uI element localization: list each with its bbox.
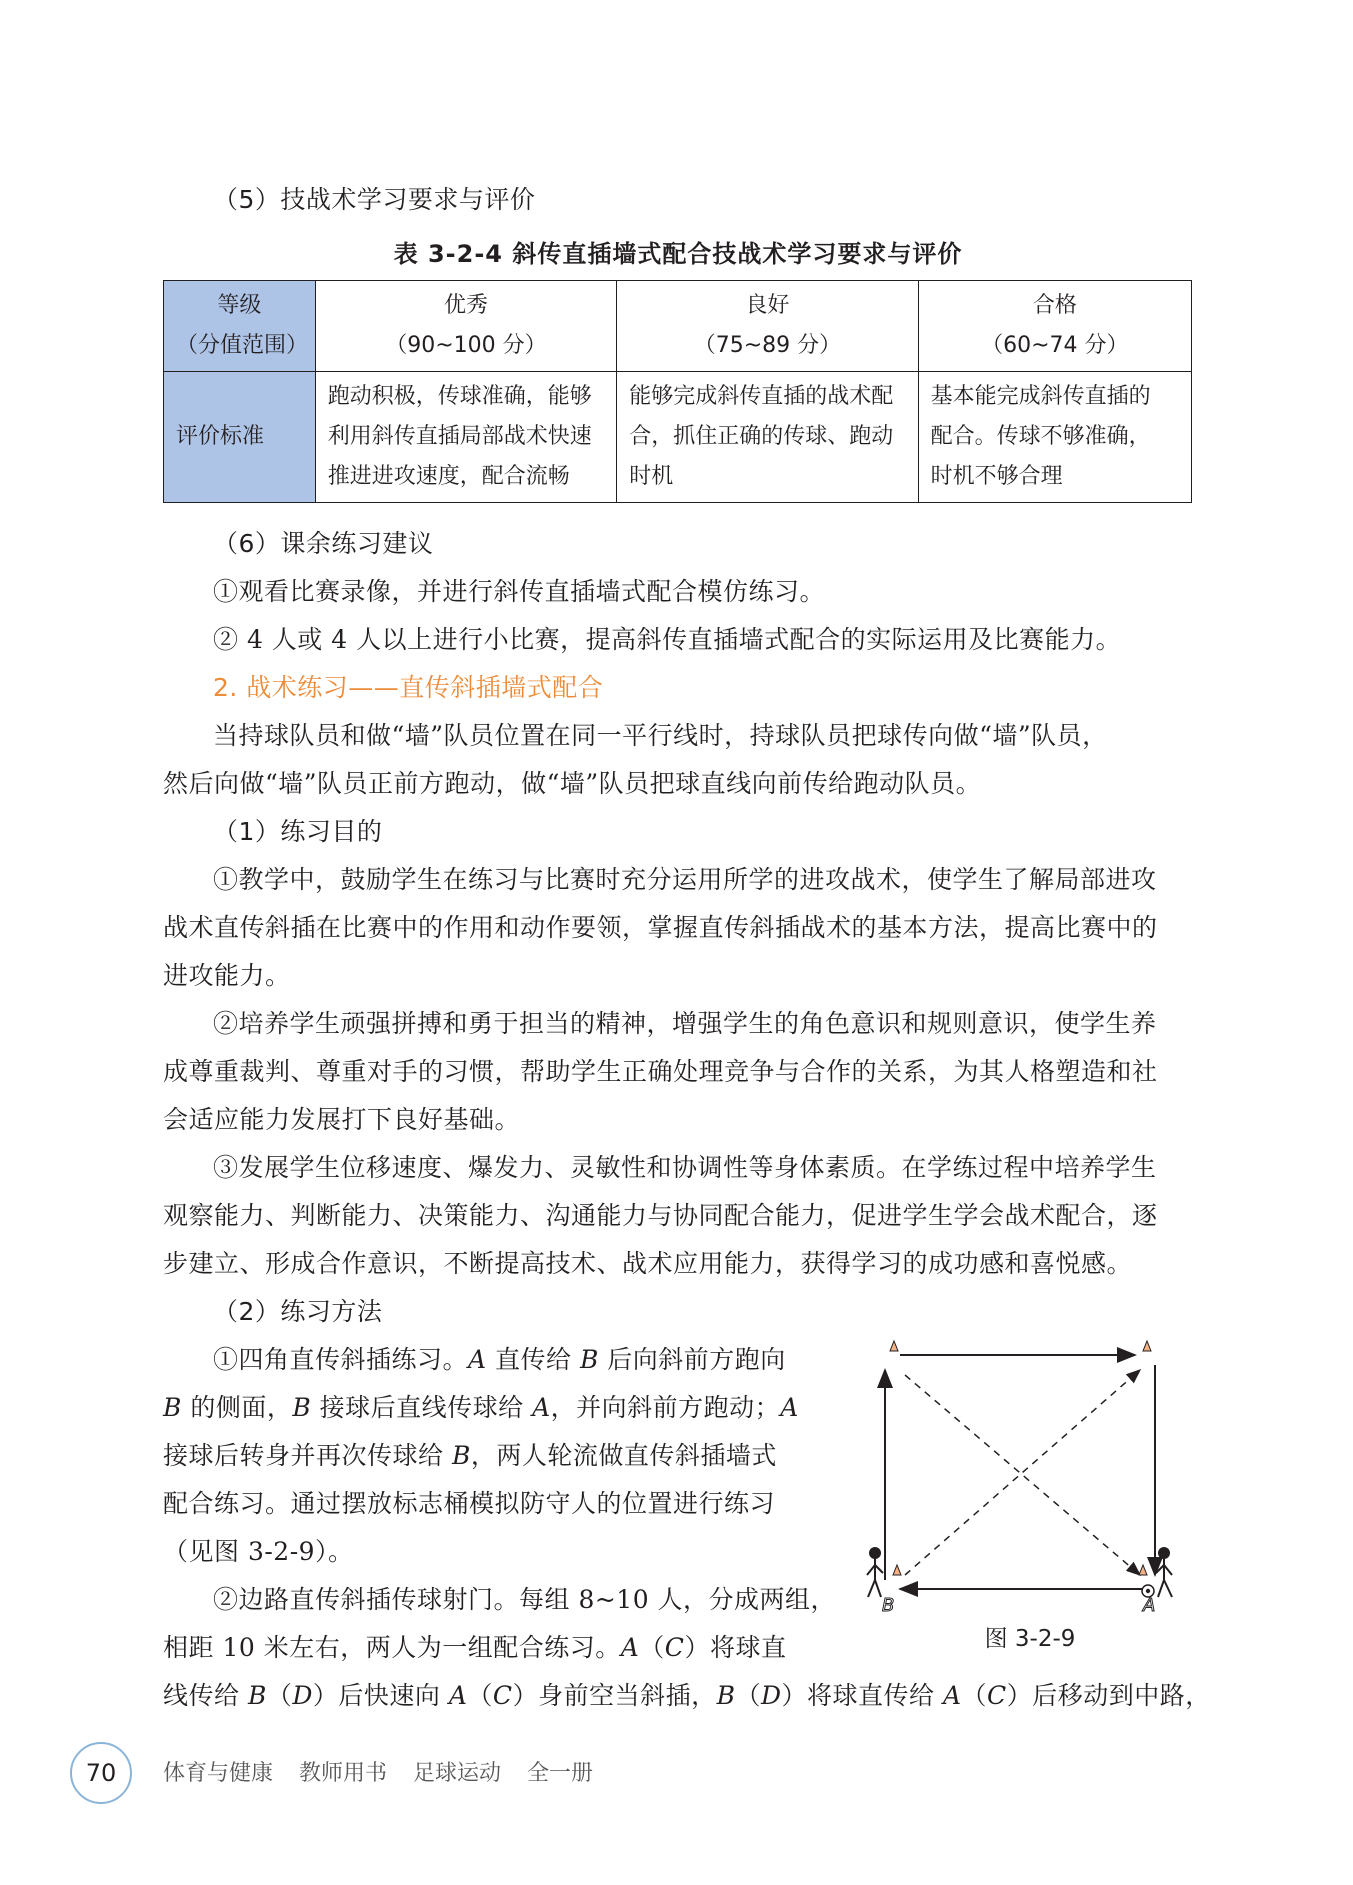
criteria-line: 跑动积极，传球准确，能够 (327, 384, 592, 409)
cone-icon (1139, 1565, 1147, 1575)
excellent-label: 优秀 (443, 293, 488, 318)
objective-2-line: ②培养学生顽强拼搏和勇于担当的精神，增强学生的角色意识和规则意识，使学生养 (213, 1009, 1157, 1038)
sub1-heading: （1）练习目的 (213, 817, 383, 846)
level-label: 等级 (217, 293, 262, 318)
excellent-criteria-cell (315, 372, 616, 503)
intro-line: 当持球队员和做“墙”队员位置在同一平行线时，持球队员把球传向做“墙”队员， (213, 721, 1108, 750)
method1-line: 配合练习。通过摆放标志桶模拟防守人的位置进行练习 (163, 1489, 776, 1518)
good-label: 良好 (745, 293, 790, 318)
figure-diagram (860, 1335, 1200, 1615)
criteria-label-cell: 评价标准 (164, 372, 316, 503)
excellent-range: （90~100 分） (385, 333, 547, 358)
method2-line: ②边路直传斜插传球射门。每组 8~10 人，分成两组， (213, 1585, 837, 1614)
evaluation-table (163, 280, 1192, 503)
diagonal-run-arrow (905, 1375, 1140, 1575)
objective-3-line: ③发展学生位移速度、爆发力、灵敏性和协调性等身体素质。在学练过程中培养学生 (213, 1153, 1157, 1182)
pass-label: 合格 (1032, 293, 1077, 318)
objective-3-line: 观察能力、判断能力、决策能力、沟通能力与协同配合能力，促进学生学会战术配合，逐 (163, 1201, 1158, 1230)
cone-icon (890, 1341, 898, 1351)
table-criteria-row (164, 372, 1192, 503)
objective-2-line: 成尊重裁判、尊重对手的习惯，帮助学生正确处理竞争与合作的关系，为其人格塑造和社 (163, 1057, 1158, 1086)
label-b: B (882, 1595, 895, 1615)
method2-line: 相距 10 米左右，两人为一组配合练习。A（C）将球直 (163, 1633, 787, 1662)
pass-header-cell (918, 281, 1191, 372)
footer-sport: 足球运动 (413, 1761, 502, 1786)
method1-line: 接球后转身并再次传球给 B，两人轮流做直传斜插墙式 (163, 1441, 777, 1470)
method1-line: B 的侧面，B 接球后直线传球给 A，并向斜前方跑动；A (163, 1393, 799, 1422)
criteria-line: 利用斜传直插局部战术快速 (327, 424, 592, 449)
sub2-heading: （2）练习方法 (213, 1297, 383, 1326)
four-corner-passing-diagram (860, 1335, 1200, 1615)
good-range: （75~89 分） (693, 333, 842, 358)
method1-line: ①四角直传斜插练习。A 直传给 B 后向斜前方跑向 (213, 1345, 786, 1374)
criteria-line: 能够完成斜传直插的战术配 (629, 384, 894, 409)
good-criteria-cell (617, 372, 918, 503)
page-number: 70 (70, 1742, 132, 1804)
figure-caption: 图 3-2-9 (984, 1626, 1076, 1652)
method2-line: 线传给 B（D）后快速向 A（C）身前空当斜插，B（D）将球直传给 A（C）后移动到中路， (163, 1681, 1211, 1710)
method1-line: （见图 3-2-9）。 (163, 1537, 354, 1566)
excellent-header-cell (315, 281, 616, 372)
table-header-row (164, 281, 1192, 372)
objective-1-line: ①教学中，鼓励学生在练习与比赛时充分运用所学的进攻战术，使学生了解局部进攻 (213, 865, 1157, 894)
range-label: （分值范围） (176, 333, 309, 358)
good-header-cell (617, 281, 918, 372)
pass-range: （60~74 分） (981, 333, 1129, 358)
practice-item-2: ② 4 人或 4 人以上进行小比赛，提高斜传直插墙式配合的实际运用及比赛能力。 (213, 625, 1122, 654)
player-a-icon (1156, 1548, 1172, 1597)
cone-icon (893, 1565, 901, 1575)
footer-book: 体育与健康 (163, 1761, 274, 1786)
footer-type: 教师用书 (299, 1761, 388, 1786)
criteria-line: 合，抓住正确的传球、跑动 (629, 424, 894, 449)
intro-line: 然后向做“墙”队员正前方跑动，做“墙”队员把球直线向前传给跑动队员。 (163, 769, 982, 798)
section5-heading: （5）技战术学习要求与评价 (213, 185, 536, 214)
section2-heading: 2. 战术练习——直传斜插墙式配合 (213, 673, 604, 702)
objective-1-line: 战术直传斜插在比赛中的作用和动作要领，掌握直传斜插战术的基本方法，提高比赛中的 (163, 913, 1158, 942)
table-caption: 表 3-2-4 斜传直插墙式配合技战术学习要求与评价 (393, 240, 963, 268)
objective-2-line: 会适应能力发展打下良好基础。 (163, 1105, 521, 1134)
objective-1-line: 进攻能力。 (163, 961, 291, 990)
criteria-line: 基本能完成斜传直插的 (930, 384, 1151, 409)
criteria-line: 推进进攻速度，配合流畅 (327, 464, 570, 489)
player-b-icon (867, 1548, 883, 1597)
criteria-line: 配合。传球不够准确， (930, 424, 1151, 449)
section6-heading: （6）课余练习建议 (213, 529, 434, 558)
criteria-line: 时机 (629, 464, 674, 489)
criteria-line: 时机不够合理 (930, 464, 1063, 489)
level-header-cell (164, 281, 316, 372)
cone-icon (1143, 1341, 1151, 1351)
footer-volume: 全一册 (527, 1761, 594, 1786)
practice-item-1: ①观看比赛录像，并进行斜传直插墙式配合模仿练习。 (213, 577, 826, 606)
objective-3-line: 步建立、形成合作意识，不断提高技术、战术应用能力，获得学习的成功感和喜悦感。 (163, 1249, 1133, 1278)
pass-criteria-cell (918, 372, 1191, 503)
label-a: A (1143, 1595, 1156, 1615)
footer-book-info (163, 1756, 619, 1787)
